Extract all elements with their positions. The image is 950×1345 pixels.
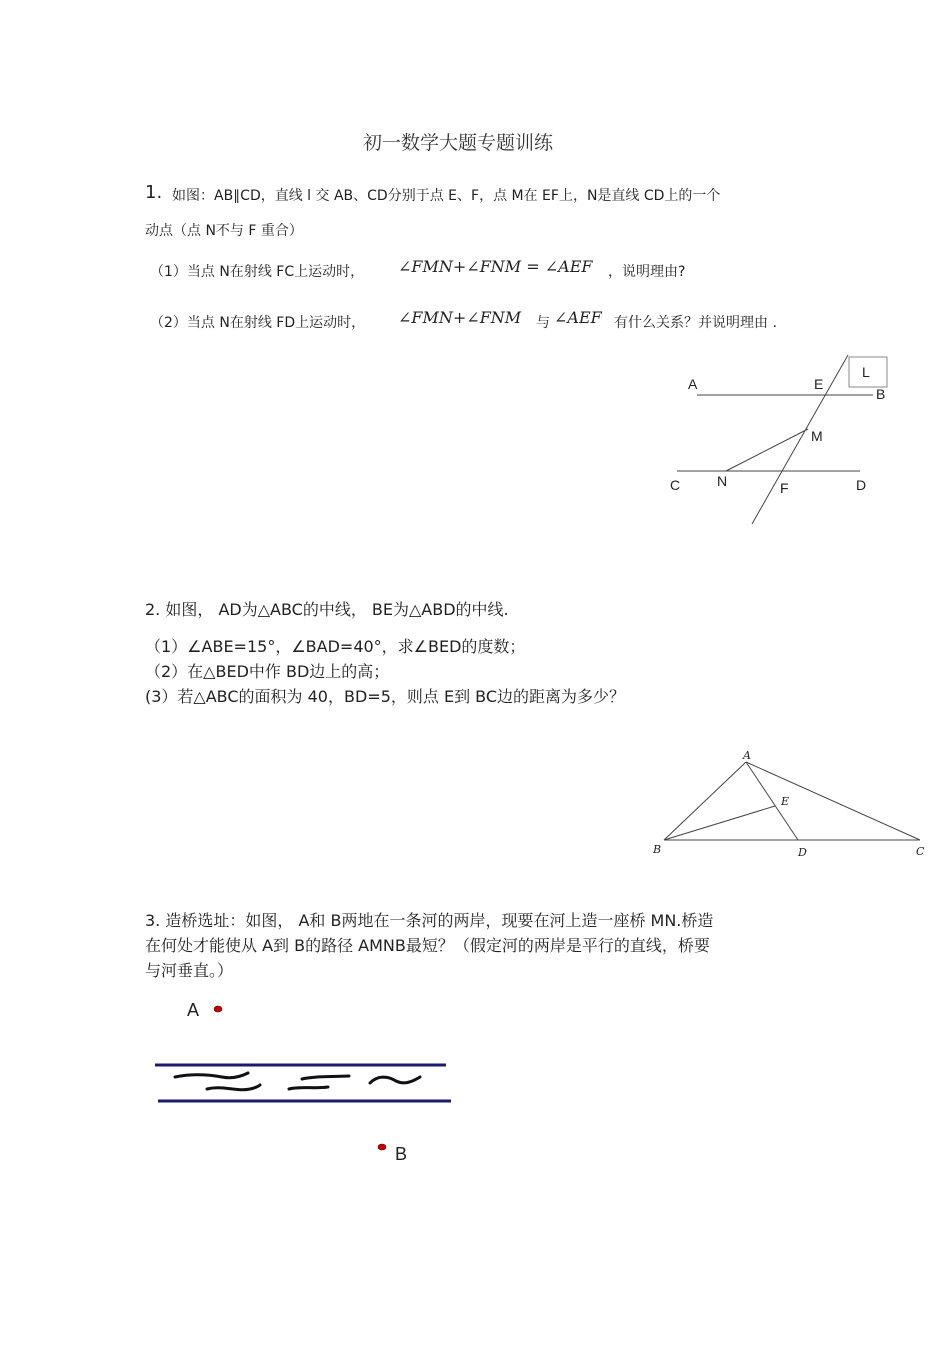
label-D: D (856, 477, 867, 493)
q1-part2-tail: 有什么关系？并说明理由 . (614, 315, 777, 331)
q3-text-line3: 与河垂直。） (145, 961, 234, 980)
q1-text-line1: 如图：AB∥CD，直线 l 交 AB、CD分别于点 E、F，点 M在 EF上，N是直线 CD上的一个 (172, 188, 721, 204)
q1-part2-formula: ∠FMN+∠FNM (398, 308, 522, 327)
q2-text-line2: （1）∠ABE=15°，∠BAD=40°，求∠BED的度数； (145, 637, 526, 656)
point-A (214, 1006, 222, 1012)
label-A: A (743, 749, 751, 762)
river-waves (175, 1073, 420, 1090)
label-D: D (798, 846, 807, 859)
label-E: E (781, 795, 790, 808)
page-title: 初一数学大题专题训练 (363, 132, 554, 154)
q2-text-line1: 2. 如图， AD为△ABC的中线， BE为△ABD的中线. (145, 600, 509, 619)
q1-part2-mid: 与 (536, 315, 550, 331)
q1-part1-text: （1）当点 N在射线 FC上运动时， (150, 264, 365, 280)
label-A: A (688, 376, 698, 392)
label-C: C (916, 845, 925, 858)
q1-text-line2: 动点（点 N不与 F 重合） (145, 223, 303, 239)
q2-text-line3: （2）在△BED中作 BD边上的高； (145, 662, 390, 681)
q2-text-line4: (3）若△ABC的面积为 40，BD=5，则点 E到 BC边的距离为多少？ (145, 687, 626, 706)
label-B: B (653, 843, 662, 856)
q1-part2-formula2: ∠AEF (554, 308, 602, 327)
q1-part1-formula: ∠FMN+∠FNM = ∠AEF (398, 257, 593, 276)
point-B (378, 1144, 386, 1150)
label-C: C (670, 477, 681, 493)
q3-text-line1: 3. 造桥选址：如图， A和 B两地在一条河的两岸，现要在河上造一座桥 MN.桥造 (145, 911, 714, 930)
label-F: F (780, 480, 789, 496)
label-L: L (862, 364, 870, 380)
q1-part2-text: （2）当点 N在射线 FD上运动时， (150, 315, 366, 331)
label-B: B (395, 1144, 408, 1164)
label-A: A (187, 1000, 200, 1020)
q1-part1-tail: ，说明理由? (608, 264, 686, 280)
label-B: B (876, 386, 886, 402)
label-M: M (811, 428, 823, 444)
q1-number: 1. (145, 182, 163, 203)
q3-text-line2: 在何处才能使从 A到 B的路径 AMNB最短？（假定河的两岸是平行的直线，桥要 (145, 936, 710, 955)
label-N: N (717, 473, 728, 489)
label-E: E (814, 376, 824, 392)
